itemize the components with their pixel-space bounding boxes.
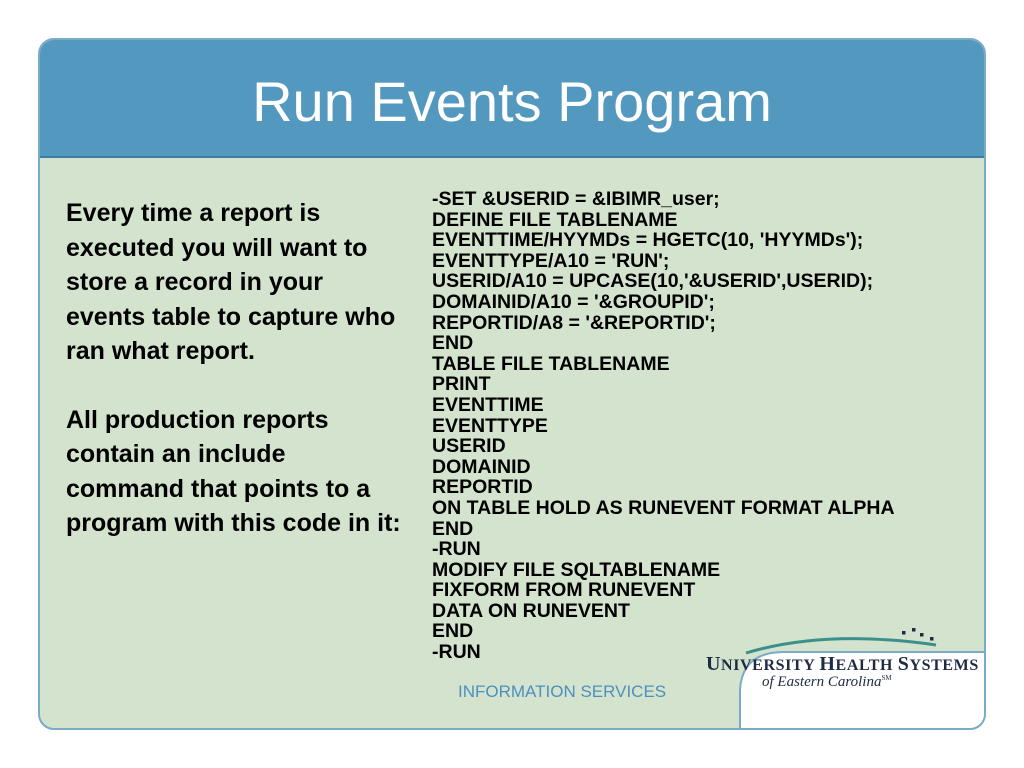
code-line: REPORTID [432, 476, 533, 499]
body-paragraph-2: All production reports contain an include command that points to a program with this code in it: [66, 405, 401, 537]
code-line: -SET &USERID = &IBIMR_user; [432, 188, 720, 210]
logo-word-niversity: NIVERSITY [721, 657, 820, 674]
logo-letter-h: H [819, 653, 836, 675]
code-line: EVENTTIME/HYYMDs = HGETC(10, 'HYYMDs'); [432, 229, 864, 252]
code-line: DATA ON RUNEVENT [432, 599, 630, 622]
code-line: MODIFY FILE SQLTABLENAME [432, 558, 721, 581]
logo-word-ystems: YSTEMS [909, 657, 979, 674]
code-line: -RUN [432, 538, 481, 561]
code-line: REPORTID/A8 = '&REPORTID'; [432, 311, 716, 334]
university-health-systems-logo [706, 623, 979, 693]
logo-letter-u: U [706, 653, 722, 675]
footer-label: INFORMATION SERVICES [458, 682, 667, 701]
code-line: TABLE FILE TABLENAME [432, 352, 670, 375]
code-line: EVENTTYPE [432, 414, 548, 437]
code-line: END [432, 517, 474, 540]
code-line: DEFINE FILE TABLENAME [432, 208, 678, 231]
logo-service-mark: SM [881, 674, 892, 682]
code-line: DOMAINID/A10 = '&GROUPID'; [432, 290, 715, 313]
code-line: ON TABLE HOLD AS RUNEVENT FORMAT ALPHA [432, 496, 895, 519]
body-paragraph-1: Every time a report is executed you will want to store a record in your events table to capture who ran what report. [66, 199, 396, 365]
code-line: PRINT [432, 373, 491, 396]
code-line: END [432, 620, 474, 643]
logo-subtitle-text: of Eastern Carolina [762, 674, 882, 690]
logo-letter-s: S [897, 653, 910, 675]
logo-word-ealth: EALTH [835, 657, 898, 674]
code-line: USERID/A10 = UPCASE(10,'&USERID',USERID); [432, 270, 874, 293]
code-line: -RUN [432, 641, 481, 664]
code-line: END [432, 332, 474, 355]
slide-title: Run Events Program [252, 70, 772, 133]
code-line: USERID [432, 435, 506, 458]
code-line: FIXFORM FROM RUNEVENT [432, 579, 696, 602]
code-line: EVENTTIME [432, 393, 544, 416]
code-line: EVENTTYPE/A10 = 'RUN'; [432, 249, 670, 272]
logo-subtitle [762, 674, 892, 691]
code-line: DOMAINID [432, 455, 531, 478]
logo-swoosh-icon [706, 623, 946, 657]
logo-wordmark [706, 653, 979, 676]
